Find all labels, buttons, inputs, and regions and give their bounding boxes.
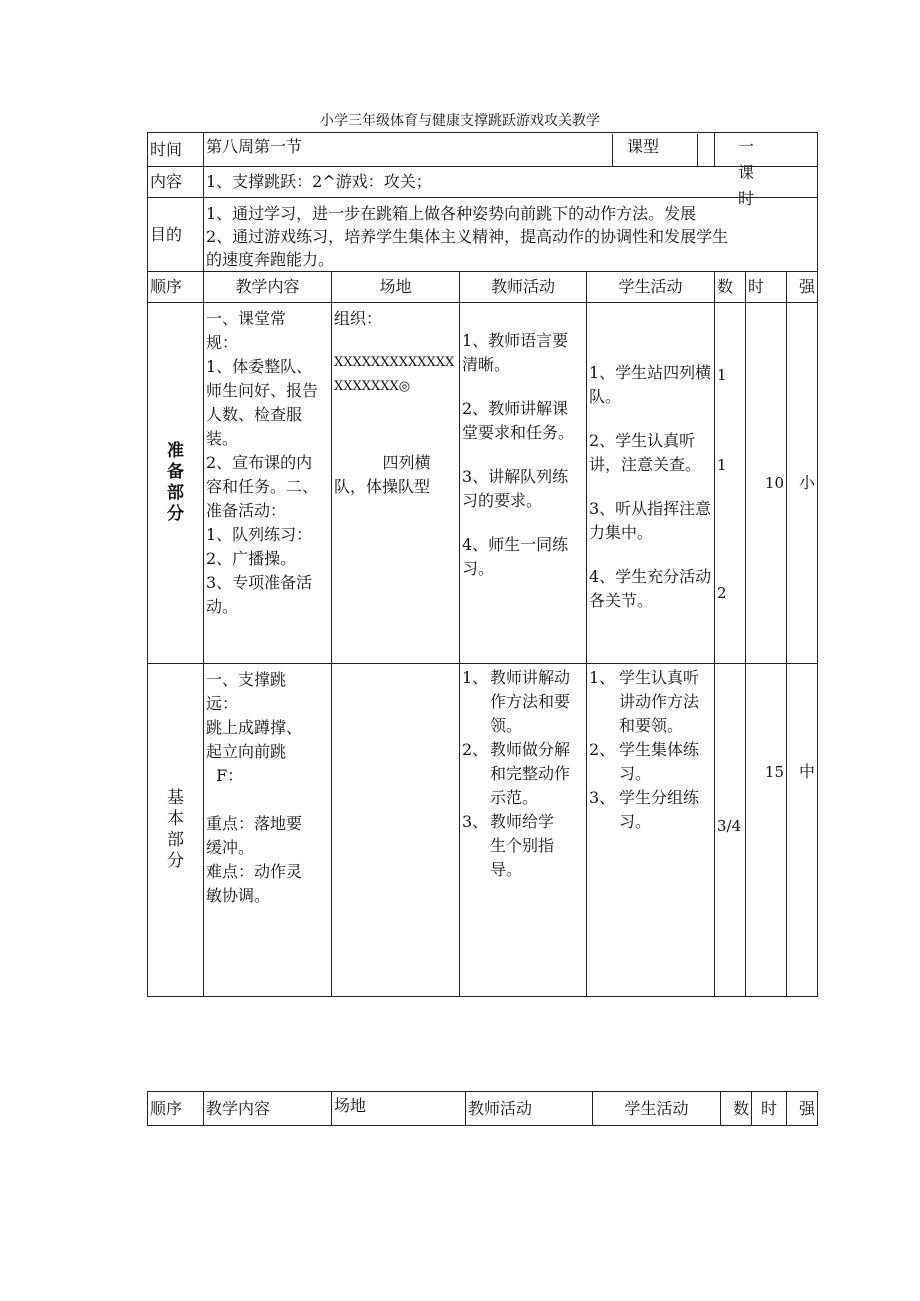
basic-student — [587, 664, 715, 997]
venue-formation-desc: 四列横 — [382, 453, 431, 472]
teacher-activity — [462, 666, 584, 738]
item-text: 学生分组练习。 — [619, 788, 700, 831]
basic-venue — [332, 664, 460, 997]
content-row — [148, 167, 818, 198]
col-order: 顺序 — [148, 272, 204, 303]
goal-line: 的速度奔跑能力。 — [206, 250, 335, 269]
student-activity: 4、学生充分活动各关节。 — [589, 567, 712, 610]
venue-org-label: 组织： — [334, 309, 383, 328]
venue-formation-row: XXXXXXX◎ — [334, 379, 411, 394]
col-content: 教学内容 — [204, 1092, 332, 1126]
prep-content — [204, 303, 332, 664]
goal-line: 1、通过学习，进一步在跳箱上做各种姿势向前跳下的动作方法。发展 — [206, 204, 697, 223]
col-teacher: 教师活动 — [460, 272, 587, 303]
item-text: 学生集体练习。 — [619, 740, 700, 783]
col-count: 数 — [715, 272, 746, 303]
section-label: 准备部分 — [167, 441, 184, 524]
count-value: 1 — [717, 456, 727, 474]
col-student: 学生活动 — [593, 1092, 721, 1126]
venue-formation-row: XXXXXXXXXXXXX — [334, 355, 455, 370]
basic-section-label-cell — [148, 664, 204, 997]
teacher-activity — [462, 738, 584, 810]
prep-intensity: 小 — [787, 303, 818, 664]
lesson-type-value: 一课时 — [738, 136, 755, 208]
col-teacher: 教师活动 — [466, 1092, 593, 1126]
basic-teacher — [460, 664, 587, 997]
basic-intensity: 中 — [787, 664, 818, 997]
count-value: 2 — [717, 584, 727, 602]
count-value: 1 — [717, 366, 727, 384]
col-content: 教学内容 — [204, 272, 332, 303]
prep-section-label-cell — [148, 303, 204, 664]
basic-content — [204, 664, 332, 997]
teacher-activity: 2、教师讲解课堂要求和任务。 — [462, 399, 575, 442]
teacher-activity: 3、讲解队列练习的要求。 — [462, 467, 569, 510]
item-number: 2、 — [589, 740, 616, 759]
content-value: 1、支撑跳跃：2^游戏：攻关； — [204, 167, 818, 198]
prep-content-text: 一、课堂常 规： 1、体委整队、 师生问好、报告 人数、检查服装。 2、宣布课的内 容和任务。二、 准备活动： 1、队列练习： 2、广播操。 3、专项准备活 动。 — [206, 309, 319, 616]
item-number: 3、 — [462, 812, 489, 831]
continued-table — [147, 1091, 818, 1126]
goal-row — [148, 198, 818, 272]
prep-section-row — [148, 303, 818, 664]
page-title: 小学三年级体育与健康支撑跳跃游戏攻关教学 — [320, 113, 600, 129]
student-activity: 3、听从指挥注意力集中。 — [589, 499, 712, 542]
student-activity: 1、学生站四列横队。 — [589, 363, 712, 406]
prep-teacher — [460, 303, 587, 664]
student-activity — [589, 666, 712, 738]
item-text: 教师讲解动作方法和要领。 — [490, 668, 571, 735]
column-header-row — [148, 272, 818, 303]
col-venue: 场地 — [332, 1092, 466, 1126]
prep-time: 10 — [746, 303, 787, 664]
prep-venue — [332, 303, 460, 664]
teacher-activity: 1、教师语言要清晰。 — [462, 331, 569, 374]
student-activity: 2、学生认真听讲，注意关查。 — [589, 431, 702, 474]
lesson-plan-table — [147, 132, 818, 997]
lesson-type-label: 课型 — [612, 134, 698, 166]
item-text: 教师做分解和完整动作示范。 — [490, 740, 571, 807]
col-time: 时 — [746, 272, 787, 303]
item-number: 3、 — [589, 788, 616, 807]
column-header-row — [148, 1092, 818, 1126]
item-text: 学生认真听讲动作方法和要领。 — [619, 668, 700, 735]
col-order: 顺序 — [148, 1092, 204, 1126]
time-value: 第八周第一节 — [206, 136, 303, 156]
time-row — [148, 133, 818, 167]
prep-count — [715, 303, 746, 664]
venue-formation-desc: 队，体操队型 — [334, 477, 431, 496]
item-number: 2、 — [462, 740, 489, 759]
content-label: 内容 — [148, 167, 204, 198]
teacher-activity: 4、师生一同练习。 — [462, 535, 569, 578]
student-activity — [589, 738, 712, 786]
goal-line: 2、通过游戏练习，培养学生集体主义精神，提高动作的协调性和发展学生 — [206, 227, 729, 246]
col-count: 数 — [721, 1092, 752, 1126]
teacher-activity — [462, 810, 584, 882]
item-text: 教师给学生个别指导。 — [490, 812, 555, 879]
basic-section-row — [148, 664, 818, 997]
goal-text — [204, 198, 818, 272]
section-label: 基本部分 — [167, 788, 184, 871]
col-time: 时 — [752, 1092, 787, 1126]
col-intensity: 强 — [787, 272, 818, 303]
item-number: 1、 — [462, 668, 489, 687]
goal-label: 目的 — [148, 198, 204, 272]
col-student: 学生活动 — [587, 272, 715, 303]
prep-student — [587, 303, 715, 664]
student-activity — [589, 786, 712, 834]
basic-time: 15 — [746, 664, 787, 997]
basic-count: 3/4 — [715, 664, 746, 997]
col-intensity: 强 — [787, 1092, 818, 1126]
item-number: 1、 — [589, 668, 616, 687]
basic-content-text: 一、支撑跳 远： 跳上成蹲撑、 起立向前跳 F： 重点：落地要 缓冲。 难点：动作灵 敏协调。 — [206, 670, 303, 905]
col-venue: 场地 — [332, 272, 460, 303]
time-label: 时间 — [148, 133, 204, 167]
